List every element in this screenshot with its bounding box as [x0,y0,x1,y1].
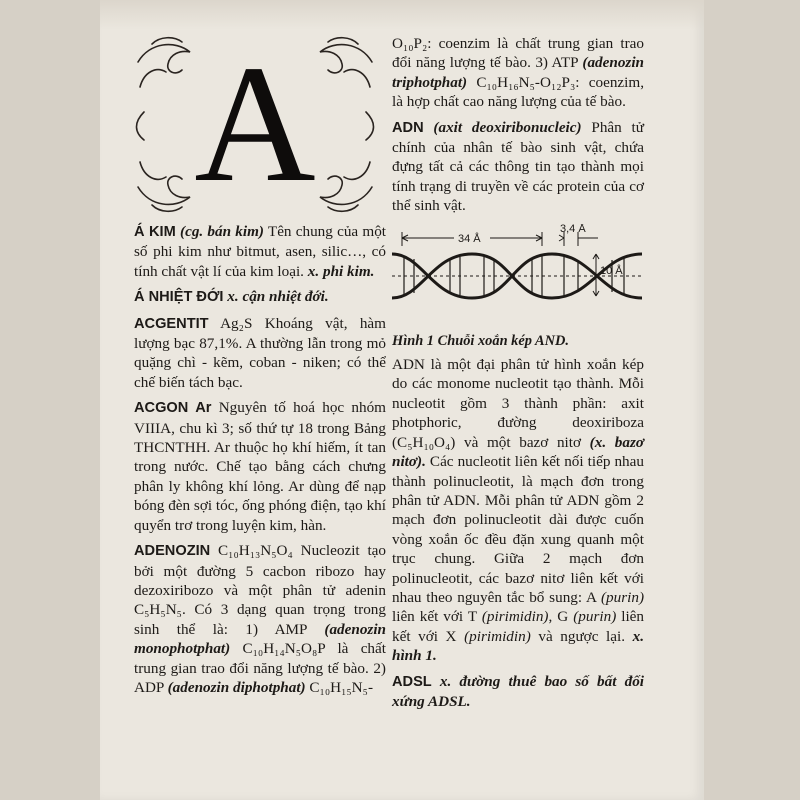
term-amp: (adenozin monophotphat) [134,620,386,658]
cross-reference: x. cận nhiệt đới. [227,288,329,306]
term: (purin) [573,608,617,626]
headword: Á KIM [134,224,176,240]
entry-adenozin-cont [392,34,644,112]
term-atp: (adenozin triphotphat) [392,54,644,91]
definition-cont: O₁₀P₂: coenzim là chất trung gian trao đổi năng lượng tế bào. 3) ATP [392,35,644,72]
definition-cont: C₁₀H₁₆N₅-O₁₂P₃: coenzim, là hợp chất cao năng lượng của tế bào. [392,73,644,111]
right-column [392,34,644,717]
entry-adsl [392,672,644,712]
definition: Ag₂S Khoáng vật, hàm lượng bạc 87,1%. A thường lẫn trong mỏ quặng chì - kẽm, coban - niken; có thể chế biến tách bạc. [134,314,386,391]
ornamental-letter-frame [130,32,380,217]
entry-acgon [134,398,386,535]
separator [211,399,218,416]
entry-a-kim [134,222,386,281]
dna-helix-icon [392,224,644,328]
headword: Á NHIỆT ĐỚI [134,289,224,306]
term: (purin) [600,588,644,606]
term: (pirimidin) [481,608,549,626]
separator [209,315,221,332]
definition: C₁₀H₁₃N₅O₄ Nucleozit tạo bởi một đường 5 cacbon ribozo hay dezoxiribozo và một phân tử adenin C₅H₅N₅. Có 3 dạng quan trọng trong sinh thể là: 1) AMP [134,542,386,638]
drop-letter: A [194,31,316,217]
paragraph-text: Các nucleotit liên kết nối tiếp nhau thành polinucleotit, là mạch đơn trong phân tử ADN. Mỗi phân tử ADN gồm 2 mạch đơn polinucleotit dài được cuốn vòng xoắn ốc đều đặn xung quanh một trục chung. Giữa 2 mạch đơn polinucleotit, các bazơ nitơ liên kết với nhau theo nguyên tắc bổ sung: A [392,453,644,606]
label-step: 3,4 Å [560,223,586,235]
synonym: (axit deoxiribonucleic) [433,118,582,136]
headword: ACGON Ar [134,400,212,417]
term: (pirimidin) [464,627,531,645]
left-column [134,222,386,703]
paragraph-text: liên kết với T [392,608,482,626]
entry-adn-body [392,355,644,666]
definition: Tên chung của một số phi kim như bitmut, asen, silic…, có tính chất vật lí của kim loại. [134,223,387,280]
figure-caption: Hình 1 Chuỗi xoắn kép AND. [392,332,569,349]
entry-acgentit [134,314,386,393]
synonym: (cg. bán kim) [180,223,264,240]
cross-reference: x. phi kim. [307,262,375,280]
dna-double-helix-figure [392,224,644,328]
definition: Phân tử chính của nhân tế bào sinh vật, chứa đựng tất cả các thông tin tạo thành mọi tính trạng di truyền về các protein của cơ thể sinh vật. [392,118,644,215]
label-width: 10 Å [600,264,623,277]
headword: ADN [392,119,424,136]
page-shadow [100,0,704,30]
definition-cont: C₁₀H₁₅N₅- [305,678,374,696]
headword: ADENOZIN [134,543,211,560]
term-adp: (adenozin diphotphat) [167,678,306,696]
entry-a-nhiet-doi [134,287,386,307]
entry-adn [392,118,644,216]
separator [210,542,218,559]
paragraph-text: , G [548,608,574,626]
paragraph-text: liên kết với X [392,608,645,645]
cross-reference: (x. bazơ nitơ). [392,433,645,471]
entry-adenozin [134,541,386,697]
cross-reference: x. hình 1. [392,627,644,665]
cross-reference: x. đường thuê bao số bất đối xứng ADSL. [392,672,645,710]
definition: Nguyên tố hoá học nhóm VIIIA, chu kì 3; số thứ tự 18 trong Bảng THCNTHH. Ar thuộc họ khí hiếm, ít tan trong nước. Chế tạo bằng cách chưng phân ly không khí lỏng. Ar dùng để nạp bóng đèn sợi tóc, ống phóng điện, tạo khí quyển trơ trong luyện kim, hàn. [134,399,386,534]
label-pitch: 34 Å [458,232,481,245]
headword: ADSL [392,673,432,690]
headword: ACGENTIT [134,315,209,332]
paragraph-text: ADN là một đại phân tử hình xoắn kép do các monome nucleotit tạo thành. Mỗi nucleotit gồm 3 thành phần: axit photphoric, đường deoxiriboza (C₅H₁₀O₄) và một bazơ nitơ [392,356,644,451]
paragraph-text: và ngược lại. [530,627,633,645]
definition-cont: C₁₀H₁₄N₅O₈P là chất trung gian trao đổi năng lượng tế bào. 2) ADP [134,640,386,696]
